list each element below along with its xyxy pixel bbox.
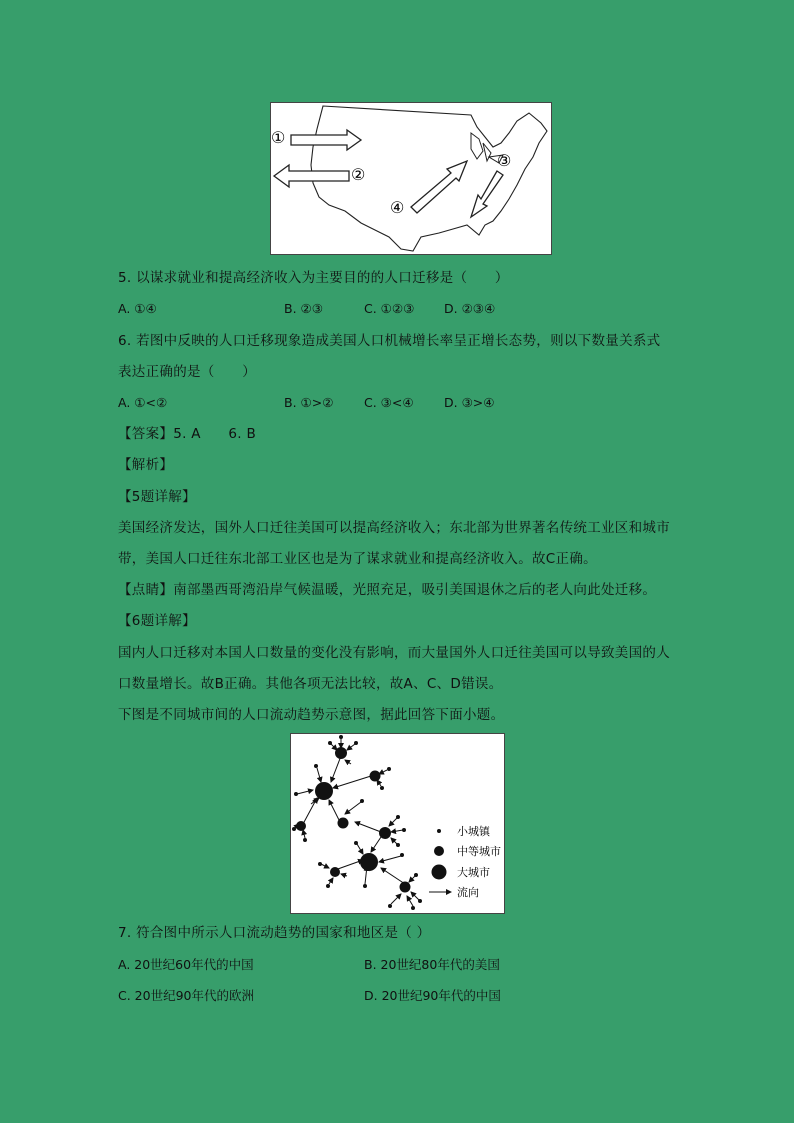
detail5-line2: 带，美国人口迁往东北部工业区也是为了谋求就业和提高经济收入。故C正确。 [118, 551, 597, 567]
legend-medium-label: 中等城市 [457, 845, 501, 858]
q7-stem: 7. 符合图中所示人口流动趋势的国家和地区是（ ） [118, 925, 431, 941]
q5-option-c: C. ①②③ [364, 301, 415, 316]
city-flow-diagram [290, 733, 505, 914]
label-2: ② [351, 165, 366, 184]
label-1: ① [271, 128, 286, 147]
legend-arrow-label: 流向 [457, 886, 479, 899]
flow-svg [291, 734, 504, 913]
q7-option-b: B. 20世纪80年代的美国 [364, 957, 500, 972]
answer-line: 【答案】5. A 6. B [118, 426, 257, 442]
detail6-line1: 国内人口迁移对本国人口数量的变化没有影响，而大量国外人口迁往美国可以导致美国的人 [118, 645, 670, 661]
us-migration-map [270, 102, 552, 255]
tip-line: 【点睛】南部墨西哥湾沿岸气候温暖，光照充足，吸引美国退休之后的老人向此处迁移。 [118, 582, 657, 598]
legend-medium-dot [434, 846, 444, 856]
flow-legend [429, 824, 501, 899]
q5-option-b: B. ②③ [284, 301, 323, 316]
arrow-3-icon [471, 171, 503, 217]
q6-stem-line1: 6. 若图中反映的人口迁移现象造成美国人口机械增长率呈正增长态势，则以下数量关系式 [118, 333, 661, 349]
legend-large-dot [432, 865, 447, 880]
q6-option-b: B. ①>② [284, 395, 334, 410]
detail5-heading: 【5题详解】 [118, 489, 196, 505]
label-4: ④ [390, 198, 405, 217]
label-3: ③ [497, 151, 512, 170]
q7-option-c: C. 20世纪90年代的欧洲 [118, 988, 254, 1003]
legend-small-label: 小城镇 [457, 825, 490, 838]
q5-stem: 5. 以谋求就业和提高经济收入为主要目的的人口迁移是（ ） [118, 270, 509, 286]
q6-option-a: A. ①<② [118, 395, 168, 410]
analysis-heading: 【解析】 [118, 457, 174, 473]
detail6-line2: 口数量增长。故B正确。其他各项无法比较，故A、C、D错误。 [118, 676, 503, 692]
us-map-svg [271, 103, 551, 254]
detail6-heading: 【6题详解】 [118, 613, 196, 629]
q6-option-d: D. ③>④ [444, 395, 495, 410]
legend-large-label: 大城市 [457, 866, 490, 879]
arrow-1-icon [291, 130, 361, 150]
q5-option-d: D. ②③④ [444, 301, 496, 316]
q7-option-d: D. 20世纪90年代的中国 [364, 988, 501, 1003]
detail5-line1: 美国经济发达，国外人口迁往美国可以提高经济收入；东北部为世界著名传统工业区和城市 [118, 520, 670, 536]
legend-small-dot [437, 829, 441, 833]
q7-option-a: A. 20世纪60年代的中国 [118, 957, 254, 972]
q6-option-c: C. ③<④ [364, 395, 414, 410]
q5-option-a: A. ①④ [118, 301, 157, 316]
flow-arrows [295, 738, 419, 906]
arrow-4-icon [411, 161, 467, 213]
q6-stem-line2: 表达正确的是（ ） [118, 364, 256, 380]
intro-line: 下图是不同城市间的人口流动趋势示意图，据此回答下面小题。 [118, 707, 505, 723]
